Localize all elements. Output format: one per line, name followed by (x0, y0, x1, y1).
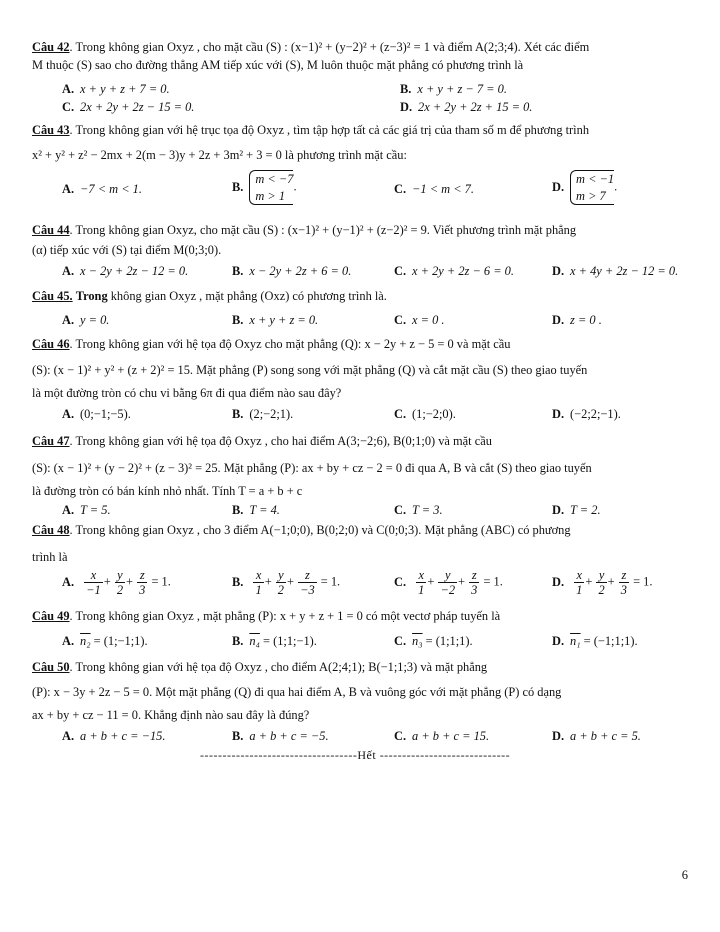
option-a[interactable]: A. (0;−1;−5). (62, 407, 131, 421)
question-48-line-2: trình là (32, 550, 68, 564)
option-d[interactable]: D. x + 4y + 2z − 12 = 0. (552, 264, 679, 278)
fraction: $\frac{y}{2}$ (116, 568, 124, 598)
option-a[interactable]: A. −7 < m < 1. (62, 182, 142, 196)
question-50-line-1: Câu 50. Trong không gian với hệ tọa độ Oxyz , cho điểm A(2;4;1); B(−1;1;3) và mặt phẳng (32, 660, 488, 674)
question-label: Câu 45. (32, 289, 73, 303)
option-a[interactable]: A. $\frac{x}{-1}$ + $\frac{y}{2}$ + $\frac{z}{3}$ = 1. (62, 568, 171, 598)
option-a[interactable]: A. T = 5. (62, 503, 111, 517)
option-a[interactable]: A. y = 0. (62, 313, 110, 327)
question-47-line-1: Câu 47. Trong không gian với hệ tọa độ Oxyz , cho hai điểm A(3;−2;6), B(0;1;0) và mặt cầu (32, 434, 492, 448)
system-brace: m < −7 m > 1 (249, 170, 293, 205)
option-b[interactable]: B. $\frac{x}{1}$ + $\frac{y}{2}$ + $\frac{z}{-3}$ = 1. (232, 568, 341, 598)
question-label: Câu 49 (32, 609, 70, 623)
question-label: Câu 42 (32, 40, 70, 54)
option-a[interactable]: A. x + y + z + 7 = 0. (62, 82, 170, 96)
question-49-line-1: Câu 49. Trong không gian Oxyz , mặt phẳng (P): x + y + z + 1 = 0 có một vectơ pháp tuyến là (32, 609, 501, 623)
option-d[interactable]: D. T = 2. (552, 503, 601, 517)
question-label: Câu 48 (32, 523, 70, 537)
question-48-line-1: Câu 48. Trong không gian Oxyz , cho 3 điểm A(−1;0;0), B(0;2;0) và C(0;0;3). Mặt phẳng (ABC) có phương (32, 523, 571, 537)
fraction: $\frac{x}{1}$ (418, 568, 425, 598)
page-number: 6 (681, 868, 688, 882)
option-a[interactable]: A. a + b + c = −15. (62, 729, 166, 743)
option-c[interactable]: C. $\frac{x}{1}$ + $\frac{y}{-2}$ + $\frac{z}{3}$ = 1. (394, 568, 503, 598)
question-label: Câu 44 (32, 223, 70, 237)
option-c[interactable]: C. x + 2y + 2z − 6 = 0. (394, 264, 514, 278)
system-brace: m < −1 m > 7 (570, 170, 614, 205)
fraction: $\frac{z}{3}$ (620, 568, 627, 598)
fraction: $\frac{y}{2}$ (277, 568, 284, 598)
question-46-line-1: Câu 46. Trong không gian với hệ tọa độ Oxyz cho mặt phẳng (Q): x − 2y + z − 5 = 0 và mặt cầu (32, 337, 511, 351)
question-label: Câu 47 (32, 434, 70, 448)
option-d[interactable]: D. a + b + c = 5. (552, 729, 641, 743)
question-50-line-2: (P): x − 3y + 2z − 5 = 0. Một mặt phẳng (Q) đi qua hai điểm A, B và vuông góc với mặt phẳng (P) có dạng (32, 685, 562, 699)
fraction: $\frac{x}{1}$ (576, 568, 583, 598)
option-d[interactable]: D. 2x + 2y + 2z + 15 = 0. (400, 100, 533, 114)
fraction: $\frac{y}{2}$ (598, 568, 605, 598)
question-43-line-1: Câu 43. Trong không gian với hệ trục tọa độ Oxyz , tìm tập hợp tất cả các giá trị của tham số m để phương trình (32, 123, 590, 137)
option-d[interactable]: D. m < −1 m > 7 . (552, 170, 617, 205)
question-42-line-1: Câu 42. Trong không gian Oxyz , cho mặt cầu (S) : (x−1)² + (y−2)² + (z−3)² = 1 và điểm A(2;3;4). Xét các điểm (32, 40, 590, 54)
fraction: $\frac{z}{3}$ (139, 568, 146, 598)
end-marker: -----------------------------------Hết ----------------------------- (200, 748, 511, 762)
fraction: $\frac{z}{3}$ (471, 568, 478, 598)
option-b[interactable]: B. m < −7 m > 1 . (232, 170, 297, 205)
question-label: Câu 43 (32, 123, 70, 137)
fraction: $\frac{x}{-1}$ (86, 568, 101, 598)
question-47-line-2: (S): (x − 1)² + (y − 2)² + (z − 3)² = 25. Mặt phẳng (P): ax + by + cz − 2 = 0 đi qua A, B và cắt (S) theo giao tuyến (32, 461, 592, 475)
question-47-line-3: là đường tròn có bán kính nhỏ nhất. Tính T = a + b + c (32, 484, 303, 498)
option-b[interactable]: B. x − 2y + 2z + 6 = 0. (232, 264, 352, 278)
option-b[interactable]: B. x + y + z = 0. (232, 313, 319, 327)
option-c[interactable]: C. x = 0 . (394, 313, 445, 327)
fraction: $\frac{z}{-3}$ (300, 568, 315, 598)
question-42-line-2: M thuộc (S) sao cho đường thẳng AM tiếp xúc với (S), M luôn thuộc mặt phẳng có phương trình là (32, 58, 524, 72)
option-b[interactable]: B. a + b + c = −5. (232, 729, 329, 743)
fraction: $\frac{y}{-2}$ (440, 568, 456, 598)
option-c[interactable]: C. T = 3. (394, 503, 443, 517)
question-45-line-1: Câu 45. Trong không gian Oxyz , mặt phẳng (Oxz) có phương trình là. (32, 289, 387, 303)
option-b[interactable]: B. T = 4. (232, 503, 280, 517)
option-c[interactable]: C. (1;−2;0). (394, 407, 456, 421)
option-d[interactable]: D. n₁ = (−1;1;1). (552, 634, 638, 648)
question-43-line-2: x² + y² + z² − 2mx + 2(m − 3)y + 2z + 3m² + 3 = 0 là phương trình mặt cầu: (32, 148, 407, 162)
option-c[interactable]: C. −1 < m < 7. (394, 182, 474, 196)
fraction: $\frac{x}{1}$ (255, 568, 262, 598)
option-c[interactable]: C. a + b + c = 15. (394, 729, 490, 743)
option-c[interactable]: C. 2x + 2y + 2z − 15 = 0. (62, 100, 195, 114)
question-46-line-3: là một đường tròn có chu vi bằng 6π đi qua điểm nào sau đây? (32, 386, 342, 400)
question-46-line-2: (S): (x − 1)² + y² + (z + 2)² = 15. Mặt phẳng (P) song song với mặt phẳng (Q) và cắt mặt cầu (S) theo giao tuyến (32, 363, 588, 377)
option-c[interactable]: C. n₃ = (1;1;1). (394, 634, 473, 648)
option-b[interactable]: B. x + y + z − 7 = 0. (400, 82, 507, 96)
option-b[interactable]: B. (2;−2;1). (232, 407, 294, 421)
option-a[interactable]: A. x − 2y + 2z − 12 = 0. (62, 264, 189, 278)
option-b[interactable]: B. n₄ = (1;1;−1). (232, 634, 317, 648)
question-44-line-2: (α) tiếp xúc với (S) tại điểm M(0;3;0). (32, 243, 222, 257)
option-d[interactable]: D. $\frac{x}{1}$ + $\frac{y}{2}$ + $\frac{z}{3}$ = 1. (552, 568, 653, 598)
question-label: Câu 46 (32, 337, 70, 351)
question-50-line-3: ax + by + cz − 11 = 0. Khẳng định nào sau đây là đúng? (32, 708, 310, 722)
question-label: Câu 50 (32, 660, 70, 674)
question-44-line-1: Câu 44. Trong không gian Oxyz, cho mặt cầu (S) : (x−1)² + (y−1)² + (z−2)² = 9. Viết phương trình mặt phẳng (32, 223, 577, 237)
option-d[interactable]: D. (−2;2;−1). (552, 407, 621, 421)
option-a[interactable]: A. n₂ = (1;−1;1). (62, 634, 148, 648)
option-d[interactable]: D. z = 0 . (552, 313, 602, 327)
